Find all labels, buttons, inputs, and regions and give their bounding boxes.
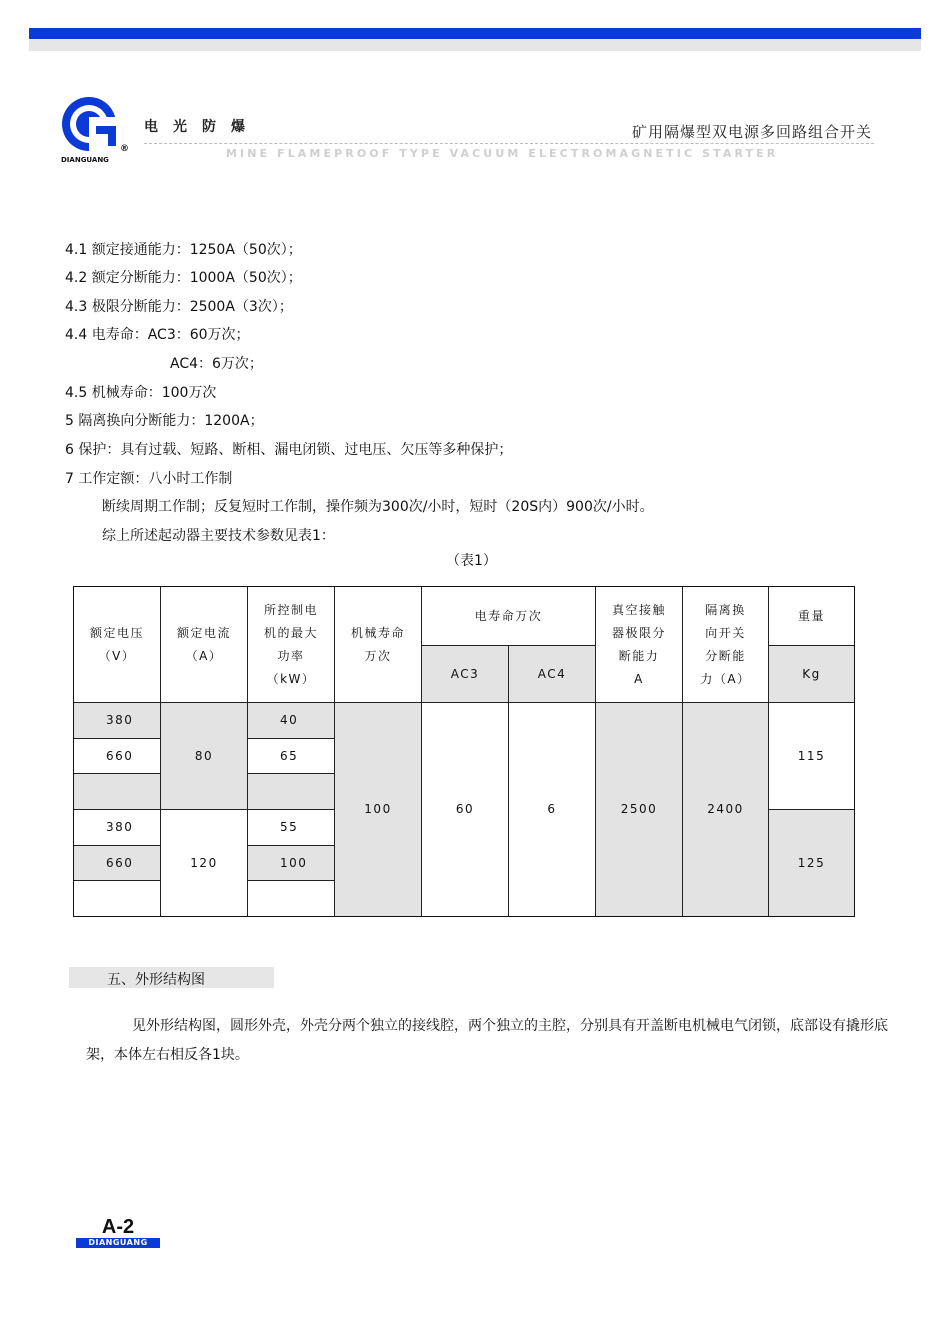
header-isolation: 隔离换 向开关 分断能 力（A） bbox=[682, 586, 769, 703]
header-weight-unit: Kg bbox=[768, 645, 855, 703]
current-cell: 80 bbox=[160, 702, 248, 810]
power-cell: 100 bbox=[247, 845, 335, 881]
spec-line: AC4：6万次； bbox=[170, 356, 263, 372]
logo-text: DIANGUANG bbox=[61, 156, 109, 164]
voltage-cell: 660 bbox=[73, 845, 161, 881]
spec-line: 6 保护：具有过载、短路、断相、漏电闭锁、过电压、欠压等多种保护； bbox=[65, 442, 513, 458]
spec-line: 断续周期工作制；反复短时工作制，操作频为300次/小时，短时（20S内）900次/小时。 bbox=[102, 499, 654, 515]
power-cell: 55 bbox=[247, 809, 335, 846]
isolation-cell: 2400 bbox=[682, 702, 769, 917]
spec-line: 4.5 机械寿命：100万次 bbox=[65, 385, 217, 401]
spec-table bbox=[73, 586, 855, 917]
power-cell: 40 bbox=[247, 702, 335, 739]
header-divider bbox=[144, 143, 874, 144]
header-blue-bar bbox=[29, 28, 921, 39]
voltage-cell bbox=[73, 773, 161, 810]
power-cell: 65 bbox=[247, 738, 335, 774]
header-voltage: 额定电压 （V） bbox=[73, 586, 161, 703]
weight-cell: 125 bbox=[768, 809, 855, 917]
section-title: 五、外形结构图 bbox=[107, 972, 205, 988]
header-elec-life: 电寿命万次 bbox=[421, 586, 596, 646]
voltage-cell: 660 bbox=[73, 738, 161, 774]
ac3-cell: 60 bbox=[421, 702, 509, 917]
header-current: 额定电流 （A） bbox=[160, 586, 248, 703]
current-cell: 120 bbox=[160, 809, 248, 917]
header-power: 所控制电 机的最大 功率 （kW） bbox=[247, 586, 335, 703]
spec-line: 7 工作定额：八小时工作制 bbox=[65, 471, 233, 487]
spec-line: 4.2 额定分断能力：1000A（50次）； bbox=[65, 270, 302, 286]
header-ac3: AC3 bbox=[421, 645, 509, 703]
header-gray-bar bbox=[29, 39, 921, 51]
mech-life-cell: 100 bbox=[334, 702, 422, 917]
spec-line: 4.3 极限分断能力：2500A（3次）； bbox=[65, 299, 293, 315]
spec-line: 综上所述起动器主要技术参数见表1： bbox=[102, 528, 335, 544]
vacuum-cell: 2500 bbox=[595, 702, 683, 917]
brand-char: 光 bbox=[173, 119, 188, 135]
body-paragraph bbox=[86, 1012, 896, 1070]
weight-cell: 115 bbox=[768, 702, 855, 810]
page-number: A-2 bbox=[101, 1216, 135, 1238]
voltage-cell: 380 bbox=[73, 809, 161, 846]
voltage-cell: 380 bbox=[73, 702, 161, 739]
voltage-cell bbox=[73, 880, 161, 917]
english-subtitle: MINE FLAMEPROOF TYPE VACUUM ELECTROMAGNETIC STARTER bbox=[226, 147, 779, 160]
brand-char: 爆 bbox=[231, 119, 246, 135]
header-mech-life: 机械寿命 万次 bbox=[334, 586, 422, 703]
spec-line: 4.4 电寿命：AC3：60万次； bbox=[65, 327, 250, 343]
power-cell bbox=[247, 773, 335, 810]
brand-char: 电 bbox=[144, 119, 159, 135]
spec-line: 5 隔离换向分断能力：1200A； bbox=[65, 413, 264, 429]
table-caption: （表1） bbox=[446, 553, 497, 569]
brand-name bbox=[144, 116, 246, 136]
spec-line: 4.1 额定接通能力：1250A（50次）； bbox=[65, 242, 302, 258]
header-ac4: AC4 bbox=[508, 645, 596, 703]
document-title: 矿用隔爆型双电源多回路组合开关 bbox=[631, 123, 872, 141]
footer-brand: DIANGUANG bbox=[76, 1238, 160, 1248]
dianguang-logo bbox=[58, 95, 130, 167]
header-vacuum: 真空接触 器极限分 断能力 A bbox=[595, 586, 683, 703]
footer-page-badge bbox=[76, 1217, 160, 1248]
header-weight: 重量 bbox=[768, 586, 855, 646]
registered-mark: ® bbox=[120, 144, 129, 154]
brand-char: 防 bbox=[202, 119, 217, 135]
power-cell bbox=[247, 880, 335, 917]
paragraph-text: 见外形结构图，圆形外壳，外壳分两个独立的接线腔，两个独立的主腔，分别具有开盖断电机械电气闭锁，底部设有撬形底架，本体左右相反各1块。 bbox=[86, 1018, 888, 1063]
ac4-cell: 6 bbox=[508, 702, 596, 917]
